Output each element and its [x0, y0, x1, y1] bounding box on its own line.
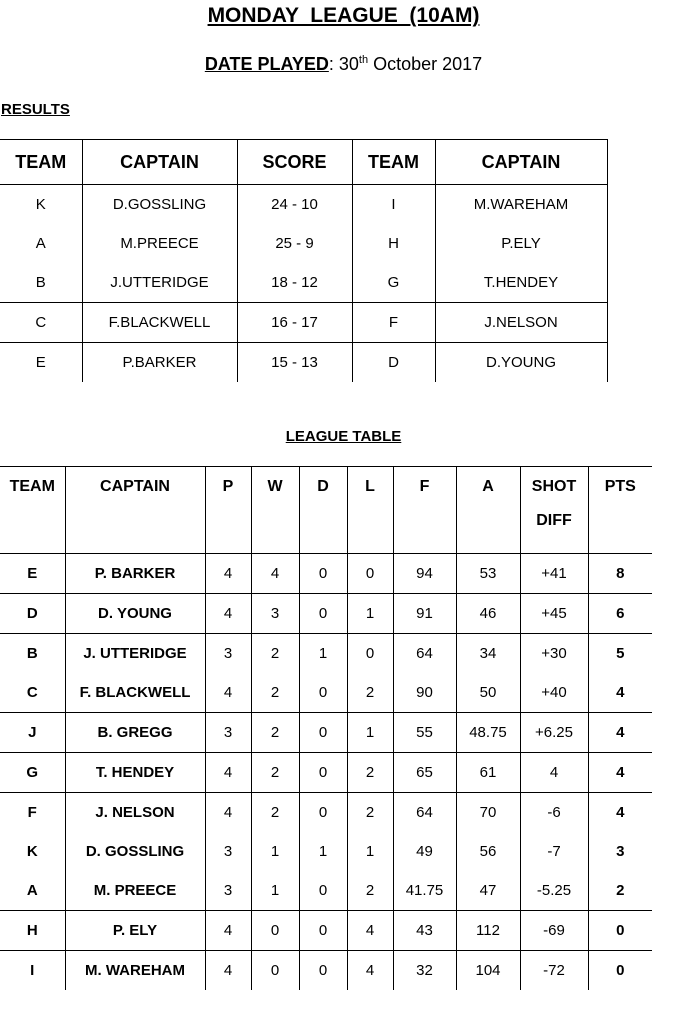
league-played: 4: [205, 951, 251, 991]
league-drawn: 0: [299, 911, 347, 951]
results-opponent-team: F: [352, 303, 435, 343]
date-day: 30: [338, 54, 359, 74]
league-won: 0: [251, 951, 299, 991]
results-team: E: [0, 343, 82, 383]
league-against: 34: [456, 634, 520, 674]
league-against: 48.75: [456, 713, 520, 753]
league-for: 94: [393, 554, 456, 594]
date-rest: October 2017: [373, 54, 483, 74]
league-lost: 1: [347, 713, 393, 753]
league-played: 4: [205, 554, 251, 594]
league-shot-diff: -7: [520, 832, 588, 871]
results-team: C: [0, 303, 82, 343]
table-row: [0, 224, 607, 263]
league-captain: D. YOUNG: [65, 594, 205, 634]
results-opponent-captain: D.YOUNG: [435, 343, 607, 383]
league-points: 8: [588, 554, 652, 594]
league-against: 50: [456, 673, 520, 713]
table-row: [0, 871, 652, 911]
league-points: 2: [588, 871, 652, 911]
league-won: 4: [251, 554, 299, 594]
league-lost: 0: [347, 634, 393, 674]
date-separator: :: [328, 54, 334, 74]
league-for: 64: [393, 793, 456, 833]
league-header-lost: L: [347, 467, 393, 554]
league-drawn: 1: [299, 832, 347, 871]
league-for: 41.75: [393, 871, 456, 911]
league-against: 56: [456, 832, 520, 871]
league-shot-diff: -69: [520, 911, 588, 951]
league-against: 46: [456, 594, 520, 634]
league-lost: 2: [347, 793, 393, 833]
results-header-team: TEAM: [352, 140, 435, 185]
league-points: 3: [588, 832, 652, 871]
league-against: 112: [456, 911, 520, 951]
league-captain: B. GREGG: [65, 713, 205, 753]
league-played: 4: [205, 911, 251, 951]
league-team: C: [0, 673, 65, 713]
table-row: [0, 673, 652, 713]
league-won: 2: [251, 713, 299, 753]
league-header-team: TEAM: [0, 467, 65, 554]
league-header-won: W: [251, 467, 299, 554]
results-opponent-captain: T.HENDEY: [435, 263, 607, 303]
league-lost: 0: [347, 554, 393, 594]
league-for: 49: [393, 832, 456, 871]
results-header-row: [0, 140, 607, 185]
league-against: 104: [456, 951, 520, 991]
league-shot-diff: 4: [520, 753, 588, 793]
league-header-captain: CAPTAIN: [65, 467, 205, 554]
league-shot-diff: -5.25: [520, 871, 588, 911]
league-won: 2: [251, 753, 299, 793]
league-header-drawn: D: [299, 467, 347, 554]
league-against: 61: [456, 753, 520, 793]
league-team: H: [0, 911, 65, 951]
league-header-for: F: [393, 467, 456, 554]
results-opponent-team: I: [352, 185, 435, 225]
results-header-score: SCORE: [237, 140, 352, 185]
league-header-shot-diff: SHOT DIFF: [520, 467, 588, 554]
league-team: J: [0, 713, 65, 753]
league-team: B: [0, 634, 65, 674]
league-for: 65: [393, 753, 456, 793]
results-opponent-captain: J.NELSON: [435, 303, 607, 343]
league-team: K: [0, 832, 65, 871]
league-captain: J. UTTERIDGE: [65, 634, 205, 674]
results-score: 25 - 9: [237, 224, 352, 263]
league-lost: 1: [347, 832, 393, 871]
league-played: 3: [205, 634, 251, 674]
league-captain: P. ELY: [65, 911, 205, 951]
league-for: 43: [393, 911, 456, 951]
league-points: 4: [588, 753, 652, 793]
results-score: 24 - 10: [237, 185, 352, 225]
league-for: 91: [393, 594, 456, 634]
results-captain: M.PREECE: [82, 224, 237, 263]
league-team: I: [0, 951, 65, 991]
league-header-row: [0, 467, 652, 554]
results-opponent-team: G: [352, 263, 435, 303]
league-table: [0, 466, 652, 990]
date-played-label: DATE PLAYED: [204, 54, 329, 74]
league-drawn: 0: [299, 673, 347, 713]
results-heading: RESULTS: [1, 101, 70, 118]
league-drawn: 1: [299, 634, 347, 674]
results-captain: J.UTTERIDGE: [82, 263, 237, 303]
league-shot-diff: +41: [520, 554, 588, 594]
league-shot-diff: -72: [520, 951, 588, 991]
league-played: 4: [205, 753, 251, 793]
league-shot-diff: +6.25: [520, 713, 588, 753]
league-points: 4: [588, 793, 652, 833]
league-team: E: [0, 554, 65, 594]
league-team: G: [0, 753, 65, 793]
league-lost: 1: [347, 594, 393, 634]
league-header-against: A: [456, 467, 520, 554]
league-team: F: [0, 793, 65, 833]
results-captain: F.BLACKWELL: [82, 303, 237, 343]
league-header-points: PTS: [588, 467, 652, 554]
league-drawn: 0: [299, 594, 347, 634]
league-won: 2: [251, 673, 299, 713]
league-lost: 4: [347, 911, 393, 951]
table-row: [0, 793, 652, 833]
date-played: [0, 54, 687, 75]
league-points: 0: [588, 951, 652, 991]
table-row: [0, 594, 652, 634]
table-row: [0, 911, 652, 951]
league-played: 4: [205, 594, 251, 634]
league-points: 5: [588, 634, 652, 674]
league-played: 3: [205, 713, 251, 753]
results-table: [0, 139, 608, 382]
league-drawn: 0: [299, 554, 347, 594]
date-suffix: th: [358, 54, 369, 66]
league-shot-diff: +30: [520, 634, 588, 674]
league-won: 1: [251, 871, 299, 911]
league-team: D: [0, 594, 65, 634]
results-captain: D.GOSSLING: [82, 185, 237, 225]
league-lost: 4: [347, 951, 393, 991]
league-for: 32: [393, 951, 456, 991]
table-row: [0, 634, 652, 674]
table-row: [0, 832, 652, 871]
league-drawn: 0: [299, 951, 347, 991]
league-captain: M. PREECE: [65, 871, 205, 911]
league-drawn: 0: [299, 713, 347, 753]
table-row: [0, 185, 607, 225]
league-lost: 2: [347, 753, 393, 793]
league-header-played: P: [205, 467, 251, 554]
league-captain: T. HENDEY: [65, 753, 205, 793]
page-title: MONDAY LEAGUE (10AM): [207, 4, 480, 27]
results-opponent-team: H: [352, 224, 435, 263]
league-shot-diff: +45: [520, 594, 588, 634]
league-points: 6: [588, 594, 652, 634]
table-row: [0, 343, 607, 383]
league-captain: P. BARKER: [65, 554, 205, 594]
league-drawn: 0: [299, 871, 347, 911]
league-captain: M. WAREHAM: [65, 951, 205, 991]
table-row: [0, 263, 607, 303]
table-row: [0, 753, 652, 793]
league-lost: 2: [347, 871, 393, 911]
table-row: [0, 303, 607, 343]
league-shot-diff: +40: [520, 673, 588, 713]
league-for: 90: [393, 673, 456, 713]
table-row: [0, 951, 652, 991]
table-row: [0, 554, 652, 594]
results-score: 18 - 12: [237, 263, 352, 303]
league-played: 4: [205, 793, 251, 833]
league-played: 4: [205, 673, 251, 713]
league-table-heading: LEAGUE TABLE: [285, 428, 402, 445]
league-captain: D. GOSSLING: [65, 832, 205, 871]
league-lost: 2: [347, 673, 393, 713]
league-team: A: [0, 871, 65, 911]
league-won: 2: [251, 634, 299, 674]
results-opponent-team: D: [352, 343, 435, 383]
results-header-captain: CAPTAIN: [435, 140, 607, 185]
league-drawn: 0: [299, 753, 347, 793]
league-points: 4: [588, 713, 652, 753]
results-team: B: [0, 263, 82, 303]
league-played: 3: [205, 871, 251, 911]
results-score: 15 - 13: [237, 343, 352, 383]
league-for: 55: [393, 713, 456, 753]
league-points: 0: [588, 911, 652, 951]
results-team: K: [0, 185, 82, 225]
results-opponent-captain: P.ELY: [435, 224, 607, 263]
league-won: 2: [251, 793, 299, 833]
league-won: 0: [251, 911, 299, 951]
results-team: A: [0, 224, 82, 263]
league-points: 4: [588, 673, 652, 713]
league-against: 53: [456, 554, 520, 594]
results-header-captain: CAPTAIN: [82, 140, 237, 185]
league-drawn: 0: [299, 793, 347, 833]
results-opponent-captain: M.WAREHAM: [435, 185, 607, 225]
league-shot-diff: -6: [520, 793, 588, 833]
league-against: 47: [456, 871, 520, 911]
league-captain: J. NELSON: [65, 793, 205, 833]
league-against: 70: [456, 793, 520, 833]
league-for: 64: [393, 634, 456, 674]
league-played: 3: [205, 832, 251, 871]
results-captain: P.BARKER: [82, 343, 237, 383]
league-won: 1: [251, 832, 299, 871]
results-score: 16 - 17: [237, 303, 352, 343]
league-won: 3: [251, 594, 299, 634]
league-captain: F. BLACKWELL: [65, 673, 205, 713]
results-header-team: TEAM: [0, 140, 82, 185]
table-row: [0, 713, 652, 753]
